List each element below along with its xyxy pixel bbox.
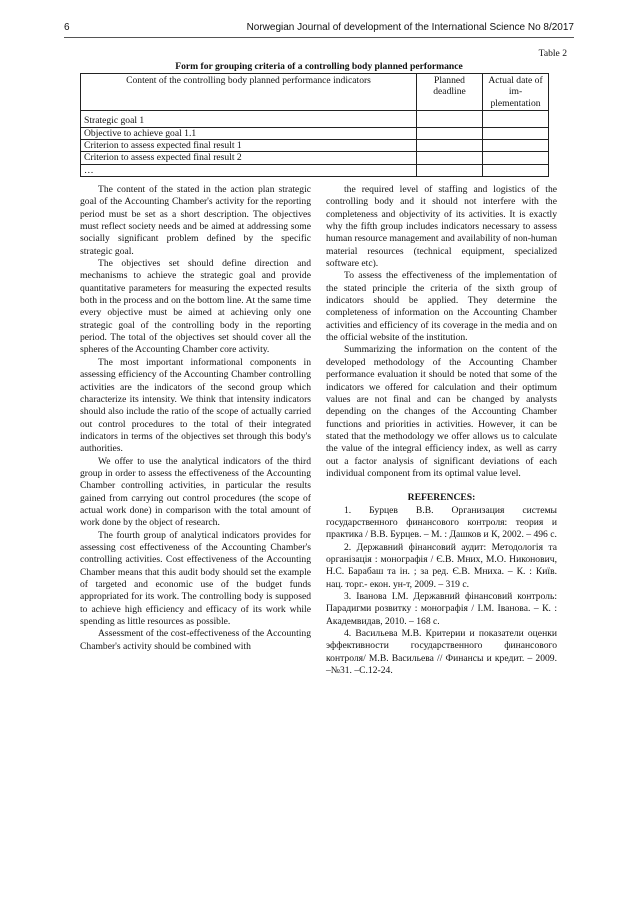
body-paragraph: Summarizing the information on the content of the developed methodology of the Accounting Chamber performance evaluation it should be noted that some of the indicators we offered for calculation and their optimum values are not final and can be changed by analysts depending on the changes of the Accounting Chamber functions and priorities in activities. However, it can be stated that the methodology we offer allows us to calculate the value of the integral efficiency index, as well as carry out a factor analysis of significant deviations of each individual component from its optimal value level. (326, 344, 557, 479)
body-paragraph: We offer to use the analytical indicators of the third group in order to assess the effectiveness of the Accounting Chamber controlling activities, in particular the results gained from carrying out control procedures (the scope of actual work done) in comparison with the total amount of work done by the object of research. (80, 455, 311, 529)
table-cell: … (81, 164, 417, 176)
table-row (81, 164, 549, 176)
table-cell (483, 111, 549, 127)
body-paragraph: To assess the effectiveness of the implementation of the stated principle the criteria of the sixth group of indicators should be applied. They determine the completeness of information on the Accounting Chamber activities and efficiency of its coverage in the media and on the official website of the institution. (326, 270, 557, 344)
table-cell: Criterion to assess expected final result 1 (81, 140, 417, 152)
reference-item: 1. Бурцев В.В. Организация системы государственного финансового контроля: теория и практика / В.В. Бурцев. – М. : Дашков и К, 2002. – 496 с. (326, 504, 557, 541)
header-rule (64, 37, 574, 38)
body-paragraph: The fourth group of analytical indicators provides for assessing cost effectiveness of the Accounting Chamber's controlling activities. Cost effectiveness of the Accounting Chamber means that this audit body should set the example of targeted and economic use of the budget funds appropriated for its work. The controlling body is supposed to achieve high efficiency and efficacy of its work while spending as little resources as possible. (80, 529, 311, 628)
table-header-row (81, 74, 549, 111)
left-column (80, 184, 311, 653)
reference-item: 4. Васильева М.В. Критерии и показатели оценки эффективности государственного финансового контроля/ М.В. Васильева // Финансы и кредит. – 2009. –№31. –С.12-24. (326, 628, 557, 677)
column-header: Planned deadline (417, 74, 483, 111)
table-caption: Form for grouping criteria of a controlling body planned performance (175, 61, 463, 72)
reference-item: 3. Іванова І.М. Державний фінансовий контроль: Парадигми розвитку : монографія / І.М. Іванова. – К. : Академвидав, 2010. – 168 с. (326, 591, 557, 627)
table-cell (417, 164, 483, 176)
table-cell (417, 152, 483, 164)
body-paragraph: The most important informational components in assessing efficiency of the Accounting Chamber controlling activities are the indicators of the second group which characterize its intensity. We think that intensity indicators should also include the ratio of the scope of actually carried out control procedures to the total of their integrated indicators in terms of the objectives set through this body's authorities. (80, 356, 311, 455)
column-header: Actual date of im-plementation (483, 74, 549, 111)
table-cell (483, 152, 549, 164)
table-label: Table 2 (538, 48, 567, 59)
running-header (64, 22, 574, 36)
right-column (326, 184, 557, 677)
table-cell: Objective to achieve goal 1.1 (81, 127, 417, 139)
body-paragraph: The objectives set should define direction and mechanisms to achieve the strategic goal and provide quantitative parameters for measuring the expected results both in the process and on the bottom line. At the same time every objective must be aimed at achieving only one strategic goal of the controlling body in the reporting period. The total of the objectives set should cover all the spheres of the Accounting Chamber core activity. (80, 258, 311, 356)
table-cell (417, 127, 483, 139)
table-row (81, 140, 549, 152)
criteria-table (80, 73, 549, 177)
table-cell: Criterion to assess expected final result 2 (81, 152, 417, 164)
body-paragraph: Assessment of the cost-effectiveness of the Accounting Chamber's activity should be combined with (80, 628, 311, 652)
column-header: Content of the controlling body planned performance indicators (81, 74, 417, 111)
body-paragraph: the required level of staffing and logistics of the controlling body and it should not interfere with the completeness and objectivity of its activities. It is exactly why the fifth group includes indicators necessary to assess human resource management and availability of non-human material resources (technical equipment, specialized software etc). (326, 184, 557, 270)
table-cell (417, 111, 483, 127)
table-cell (417, 140, 483, 152)
reference-item: 2. Державний фінансовий аудит: Методологія та організація : монографія / Є.В. Мних, М.О. Никонович, Н.С. Барабаш та ін. ; за ред. Є.В. Мниха. – К. : Київ. нац. торг.- екон. ун-т, 2009. – 319 с. (326, 541, 557, 590)
body-paragraph: The content of the stated in the action plan strategic goal of the Accounting Chamber's activity for the reporting period must be set as a short description. The objectives must reflect society needs and be aimed at addressing some socially significant problem defined by the specific strategic goal. (80, 184, 311, 257)
table-cell (483, 127, 549, 139)
table-cell: Strategic goal 1 (81, 111, 417, 127)
references-heading: REFERENCES: (407, 492, 476, 504)
table-row (81, 127, 549, 139)
table-cell (483, 164, 549, 176)
journal-title: Norwegian Journal of development of the International Science No 8/2017 (246, 22, 574, 33)
page-number: 6 (64, 22, 70, 33)
table-row (81, 111, 549, 127)
table-row (81, 152, 549, 164)
table-cell (483, 140, 549, 152)
